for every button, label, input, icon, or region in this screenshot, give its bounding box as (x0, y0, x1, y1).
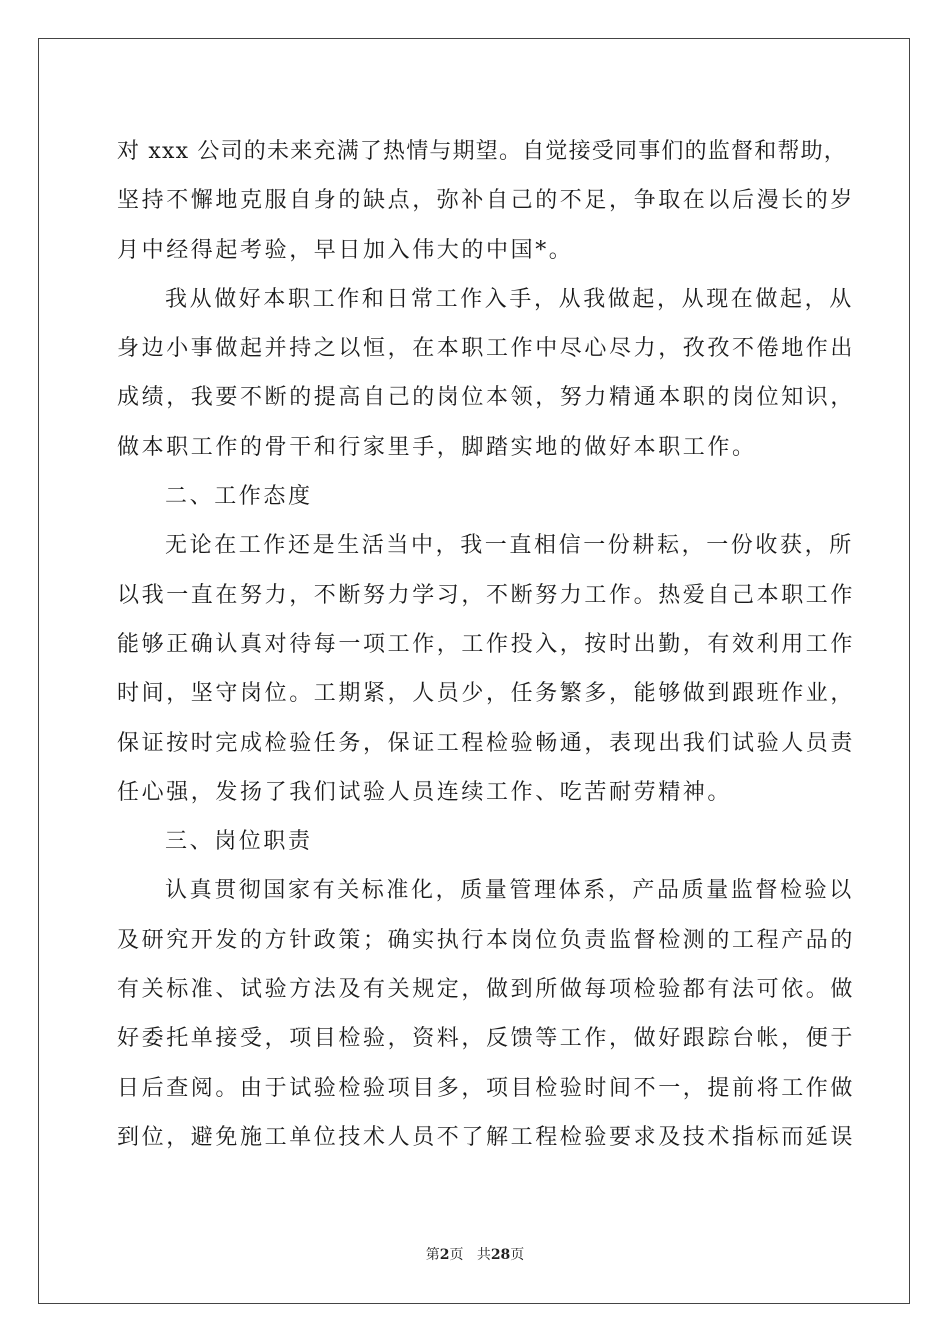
text-line: 任心强，发扬了我们试验人员连续工作、吃苦耐劳精神。 (117, 779, 733, 805)
text-line: 及研究开发的方针政策；确实执行本岗位负责监督检测的工程产品的 (117, 927, 856, 953)
page-number: 2 (439, 1247, 450, 1263)
page-unit: 页 (449, 1247, 464, 1263)
text-line: 成绩，我要不断的提高自己的岗位本领，努力精通本职的岗位知识， (117, 385, 856, 411)
total-pages: 28 (490, 1247, 511, 1263)
text-line: 以我一直在努力，不断努力学习，不断努力工作。热爱自己本职工作 (117, 582, 856, 608)
section-heading: 二、工作态度 (165, 484, 313, 510)
page-prefix: 第 (425, 1247, 440, 1263)
total-prefix: 共 (476, 1247, 491, 1263)
text-line: 有关标准、试验方法及有关规定，做到所做每项检验都有法可依。做 (117, 977, 856, 1003)
page-footer (0, 1244, 950, 1264)
text-line: 能够正确认真对待每一项工作，工作投入，按时出勤，有效利用工作 (117, 631, 856, 657)
document-body (117, 127, 856, 1162)
total-unit: 页 (510, 1247, 525, 1263)
text-line: 对 xxx 公司的未来充满了热情与期望。自觉接受同事们的监督和帮助， (117, 139, 848, 164)
text-line: 保证按时完成检验任务，保证工程检验畅通，表现出我们试验人员责 (117, 730, 856, 756)
text-line: 我从做好本职工作和日常工作入手，从我做起，从现在做起，从 (165, 286, 854, 312)
text-line: 做本职工作的骨干和行家里手，脚踏实地的做好本职工作。 (117, 434, 757, 460)
text-line: 日后查阅。由于试验检验项目多，项目检验时间不一，提前将工作做 (117, 1075, 856, 1101)
text-line: 到位，避免施工单位技术人员不了解工程检验要求及技术指标而延误 (117, 1124, 856, 1150)
text-line: 认真贯彻国家有关标准化，质量管理体系，产品质量监督检验以 (165, 878, 854, 904)
text-line: 身边小事做起并持之以恒，在本职工作中尽心尽力，孜孜不倦地作出 (117, 336, 856, 362)
text-line: 无论在工作还是生活当中，我一直相信一份耕耘，一份收获，所 (165, 533, 854, 559)
text-line: 月中经得起考验，早日加入伟大的中国*。 (117, 237, 574, 263)
text-line: 坚持不懈地克服自身的缺点，弥补自己的不足，争取在以后漫长的岁 (117, 188, 856, 214)
text-line: 时间，坚守岗位。工期紧，人员少，任务繁多，能够做到跟班作业， (117, 681, 856, 707)
text-line: 好委托单接受，项目检验，资料，反馈等工作，做好跟踪台帐，便于 (117, 1026, 856, 1052)
section-heading: 三、岗位职责 (165, 829, 313, 855)
